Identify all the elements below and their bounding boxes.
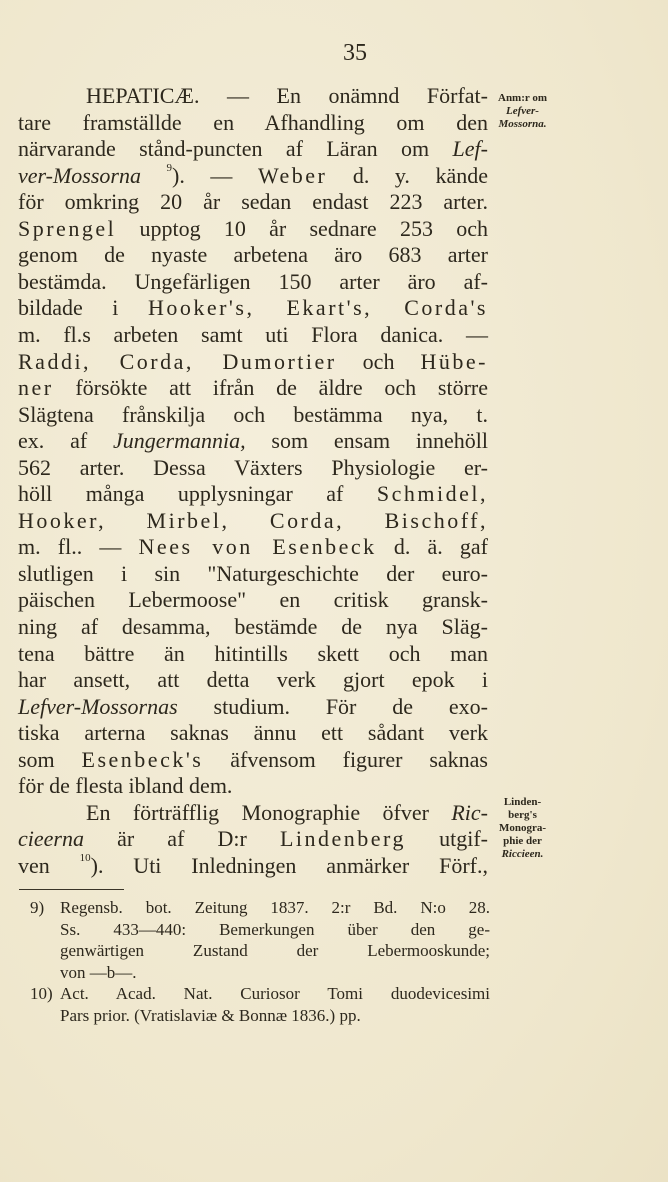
footnote-text: Act. Acad. Nat. Curiosor Tomi duodevicesimi xyxy=(60,984,490,1004)
margin-note-line: Linden- xyxy=(503,796,542,808)
text-line xyxy=(18,215,488,242)
text-segment: tare framställde en Afhandling om den xyxy=(18,109,488,135)
text-line xyxy=(18,613,488,640)
text-line xyxy=(18,666,488,693)
text-line xyxy=(18,241,488,268)
text-segment: Raddi, Corda, Dumortier xyxy=(18,348,337,374)
margin-note-line: phie der xyxy=(503,835,542,847)
text-segment: d. y. kände xyxy=(327,162,488,188)
margin-note xyxy=(490,796,555,861)
footnote-line xyxy=(30,897,490,919)
text-segment: genom de nyaste arbetena äro 683 arter xyxy=(18,242,488,268)
text-line xyxy=(18,109,488,136)
text-line xyxy=(18,852,488,879)
text-segment: har ansett, att detta verk gjort epok i xyxy=(18,667,488,693)
margin-note-line: Monogra- xyxy=(498,822,547,834)
text-line xyxy=(86,799,488,826)
text-segment: Jungermannia, xyxy=(112,428,246,454)
footnote-text: von —b—. xyxy=(60,962,137,982)
footnote-line xyxy=(60,962,490,984)
text-segment: närvarande stånd-puncten af Läran om xyxy=(18,136,453,162)
text-segment: och xyxy=(336,348,421,374)
text-line xyxy=(18,640,488,667)
text-segment: ex. af xyxy=(18,428,113,454)
text-line xyxy=(18,427,488,454)
text-segment: cieerna xyxy=(18,826,84,852)
text-segment: Hooker's, Ekart's, Corda's xyxy=(147,295,488,321)
footnote-marker: 10) xyxy=(30,984,53,1004)
text-segment: päischen Lebermoose" en critisk gransk- xyxy=(18,587,488,613)
text-segment: HEPATICÆ. — En onämnd Förfat- xyxy=(86,83,488,108)
margin-note-line: Riccieen. xyxy=(501,848,544,860)
text-segment: ). — xyxy=(172,162,258,188)
text-line xyxy=(18,746,488,773)
text-segment: som ensam innehöll xyxy=(245,428,488,454)
text-line xyxy=(18,772,488,799)
text-line xyxy=(18,401,488,428)
text-line xyxy=(18,560,488,587)
text-segment: äfvensom figurer saknas xyxy=(203,746,488,772)
text-segment: ver-Mossorna xyxy=(18,162,167,188)
text-segment: ner xyxy=(18,375,54,401)
text-segment: Weber xyxy=(257,162,328,188)
footnote-line xyxy=(60,1005,490,1027)
margin-note-line: berg's xyxy=(508,809,537,821)
text-line xyxy=(18,454,488,481)
text-line xyxy=(18,719,488,746)
text-line xyxy=(18,586,488,613)
text-segment: En förträfflig Monographie öfver xyxy=(86,799,452,825)
text-line xyxy=(18,507,488,534)
text-segment: Schmidel, xyxy=(376,481,488,507)
text-segment: Hübe- xyxy=(420,348,488,374)
page-number: 35 xyxy=(343,40,367,66)
text-segment: Lindenberg xyxy=(279,826,406,852)
footnote-text: genwärtigen Zustand der Lebermooskunde; xyxy=(60,941,490,961)
footnote-text: Regensb. bot. Zeitung 1837. 2:r Bd. N:o 28. xyxy=(60,898,490,917)
text-line xyxy=(18,533,488,560)
margin-note-line: Anm:r om xyxy=(498,92,547,104)
text-segment: m. fl.. — xyxy=(18,534,139,560)
text-segment: för de flesta ibland dem. xyxy=(18,773,233,799)
text-segment: bildade i xyxy=(18,295,148,321)
text-line xyxy=(86,82,488,109)
footnote-reference: 9 xyxy=(166,161,173,174)
footnote-divider xyxy=(19,889,124,890)
text-segment: utgif- xyxy=(405,826,488,852)
text-line xyxy=(18,348,488,375)
text-line xyxy=(18,693,488,720)
text-segment: som xyxy=(18,746,82,772)
footnote-text: Ss. 433—440: Bemerkungen über den ge- xyxy=(60,919,490,939)
text-segment: Ric- xyxy=(451,799,488,825)
text-segment: Nees von Esenbeck xyxy=(138,534,377,560)
footnote-line xyxy=(30,983,490,1005)
text-line xyxy=(18,321,488,348)
text-segment: försökte att ifrån de äldre och större xyxy=(53,375,488,401)
text-segment: upptog 10 år sednare 253 och xyxy=(116,215,488,241)
text-segment: m. fl.s arbeten samt uti Flora danica. — xyxy=(18,321,488,347)
footnote-text: Pars prior. (Vratislaviæ & Bonnæ 1836.) pp. xyxy=(60,1006,361,1025)
text-line xyxy=(18,825,488,852)
text-segment: Esenbeck's xyxy=(81,746,204,772)
text-line xyxy=(18,374,488,401)
text-segment: d. ä. gaf xyxy=(376,534,488,560)
margin-note-line: Lefver- xyxy=(506,105,539,117)
footnote-line xyxy=(60,940,490,962)
text-segment: ning af desamma, bestämde de nya Släg- xyxy=(18,614,488,639)
text-segment: Sprengel xyxy=(18,215,117,241)
text-line xyxy=(18,162,488,189)
text-segment: för omkring 20 år sedan endast 223 arter. xyxy=(18,189,488,215)
text-line xyxy=(18,294,488,321)
text-segment: studium. För de exo- xyxy=(177,693,488,719)
margin-note-line: Mossorna. xyxy=(498,118,547,130)
text-segment: Lefver-Mossornas xyxy=(18,693,178,719)
text-segment: är af D:r xyxy=(83,826,280,852)
text-segment: Slägtena frånskilja och bestämma nya, t. xyxy=(18,401,488,427)
footnote-marker: 9) xyxy=(30,898,45,917)
footnote-reference: 10 xyxy=(79,851,91,864)
text-segment: Hooker, Mirbel, Corda, Bischoff, xyxy=(18,507,488,533)
text-segment: tena bättre än hitintills skett och man xyxy=(18,640,488,666)
text-line xyxy=(18,268,488,295)
text-segment: slutligen i sin "Naturgeschichte der euro- xyxy=(18,560,488,586)
text-segment: ven xyxy=(18,852,80,878)
footnote-line xyxy=(60,919,490,941)
text-line xyxy=(18,480,488,507)
text-segment: höll många upplysningar af xyxy=(18,481,377,507)
text-segment: 562 arter. Dessa Växters Physiologie er- xyxy=(18,454,488,480)
margin-note xyxy=(490,92,555,131)
text-line xyxy=(18,188,488,215)
text-segment: bestämda. Ungefärligen 150 arter äro af- xyxy=(18,268,488,294)
text-segment: Lef- xyxy=(452,136,488,162)
text-segment: tiska arterna saknas ännu ett sådant verk xyxy=(18,720,488,746)
text-segment: ). Uti Inledningen anmärker Förf., xyxy=(90,852,489,878)
text-line xyxy=(18,135,488,162)
